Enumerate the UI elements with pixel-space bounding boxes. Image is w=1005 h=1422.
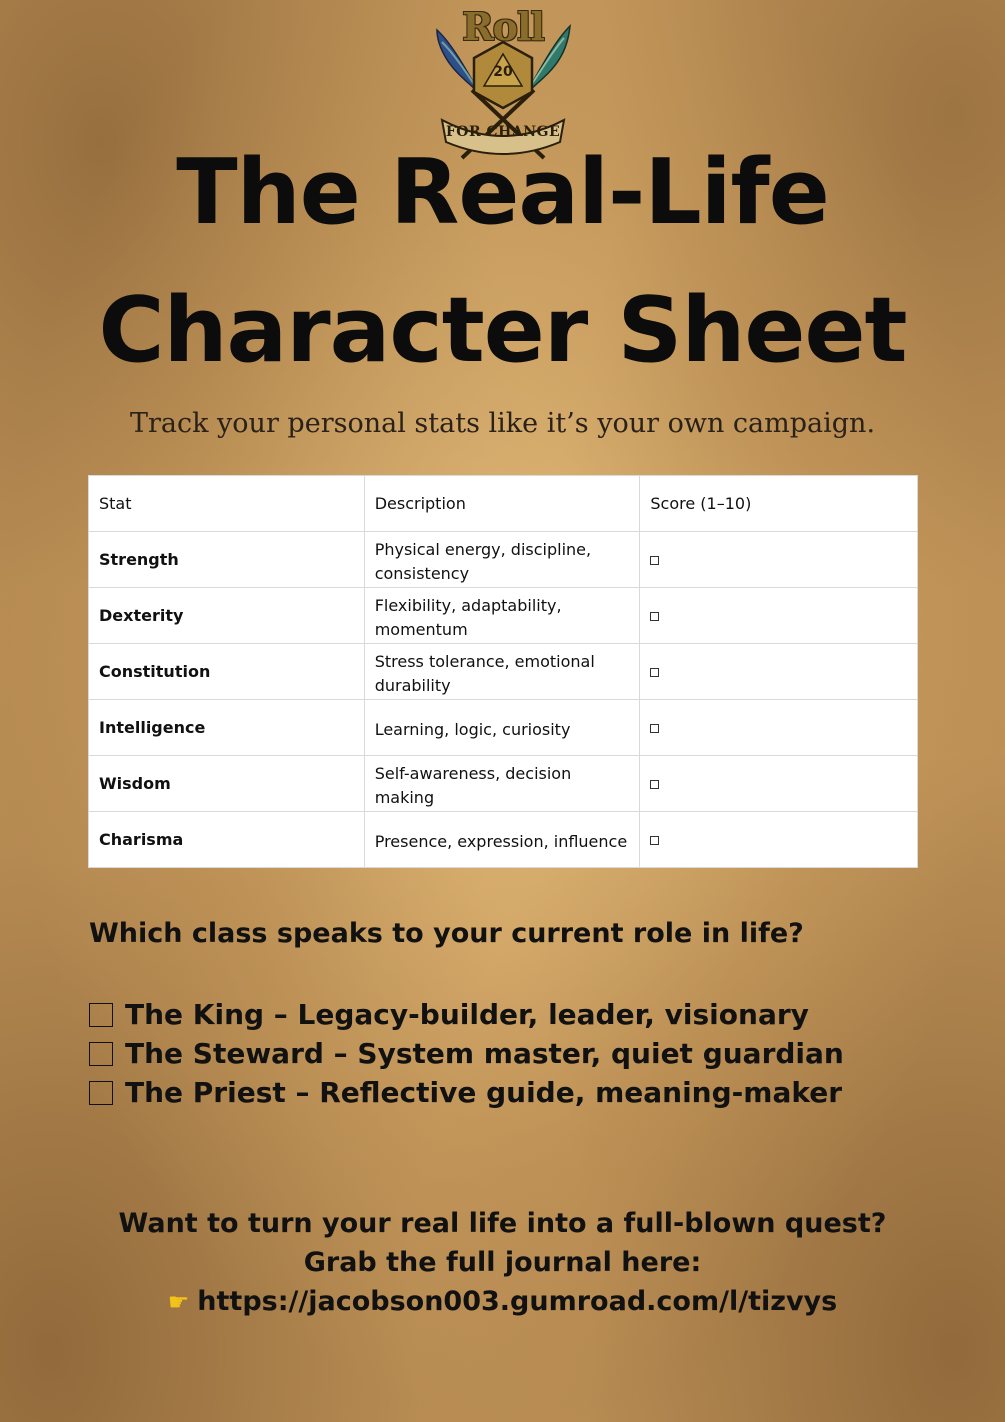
score-cell[interactable]: [640, 588, 918, 644]
score-checkbox[interactable]: [650, 724, 659, 733]
score-cell[interactable]: [640, 700, 918, 756]
score-cell[interactable]: [640, 532, 918, 588]
page-title-line-2: Character Sheet: [98, 278, 907, 383]
stat-description: Physical energy, discipline, consistency: [364, 532, 640, 588]
stat-name: Charisma: [89, 812, 365, 868]
score-checkbox[interactable]: [650, 780, 659, 789]
class-option-label: The King – Legacy-builder, leader, visionary: [125, 998, 809, 1031]
table-row: [89, 644, 918, 700]
class-option-label: The Steward – System master, quiet guardian: [125, 1037, 844, 1070]
class-option-steward[interactable]: [89, 1034, 844, 1073]
score-checkbox[interactable]: [650, 836, 659, 845]
table-row: [89, 756, 918, 812]
stat-description: Self-awareness, decision making: [364, 756, 640, 812]
class-question: Which class speaks to your current role in life?: [89, 918, 804, 949]
stat-description: Learning, logic, curiosity: [364, 700, 640, 756]
table-row: [89, 812, 918, 868]
class-option-priest[interactable]: [89, 1073, 844, 1112]
table-header-row: [89, 476, 918, 532]
page-subtitle: Track your personal stats like it’s your own campaign.: [129, 408, 876, 439]
checkbox[interactable]: [89, 1042, 113, 1066]
stat-description: Flexibility, adaptability, momentum: [364, 588, 640, 644]
class-option-label: The Priest – Reflective guide, meaning-maker: [125, 1076, 843, 1109]
score-cell[interactable]: [640, 644, 918, 700]
stat-description: Presence, expression, influence: [364, 812, 640, 868]
journal-link[interactable]: https://jacobson003.gumroad.com/l/tizvys: [197, 1286, 838, 1317]
stat-name: Wisdom: [89, 756, 365, 812]
table-row: [89, 588, 918, 644]
pointing-right-hand-icon: ☛: [167, 1288, 190, 1316]
page-title-line-1: The Real-Life: [176, 140, 829, 245]
cta-link-row: [0, 1286, 1005, 1317]
stat-name: Dexterity: [89, 588, 365, 644]
logo-banner-text: FOR CHANGE: [445, 124, 561, 140]
stat-name: Constitution: [89, 644, 365, 700]
score-checkbox[interactable]: [650, 668, 659, 677]
class-option-king[interactable]: [89, 995, 844, 1034]
column-header-stat: Stat: [89, 476, 365, 532]
score-checkbox[interactable]: [650, 612, 659, 621]
logo-wordmark: Roll: [462, 4, 544, 49]
score-checkbox[interactable]: [650, 556, 659, 565]
checkbox[interactable]: [89, 1003, 113, 1027]
stat-name: Strength: [89, 532, 365, 588]
score-cell[interactable]: [640, 812, 918, 868]
column-header-description: Description: [364, 476, 640, 532]
checkbox[interactable]: [89, 1081, 113, 1105]
stats-table: [88, 475, 918, 868]
table-row: [89, 532, 918, 588]
cta-line-1: Want to turn your real life into a full-blown quest?: [118, 1208, 887, 1239]
stat-description: Stress tolerance, emotional durability: [364, 644, 640, 700]
column-header-score: Score (1–10): [640, 476, 918, 532]
cta-line-2: Grab the full journal here:: [303, 1247, 702, 1278]
class-options-list: [89, 995, 844, 1112]
stat-name: Intelligence: [89, 700, 365, 756]
table-row: [89, 700, 918, 756]
score-cell[interactable]: [640, 756, 918, 812]
logo-d20-number: 20: [493, 64, 513, 80]
